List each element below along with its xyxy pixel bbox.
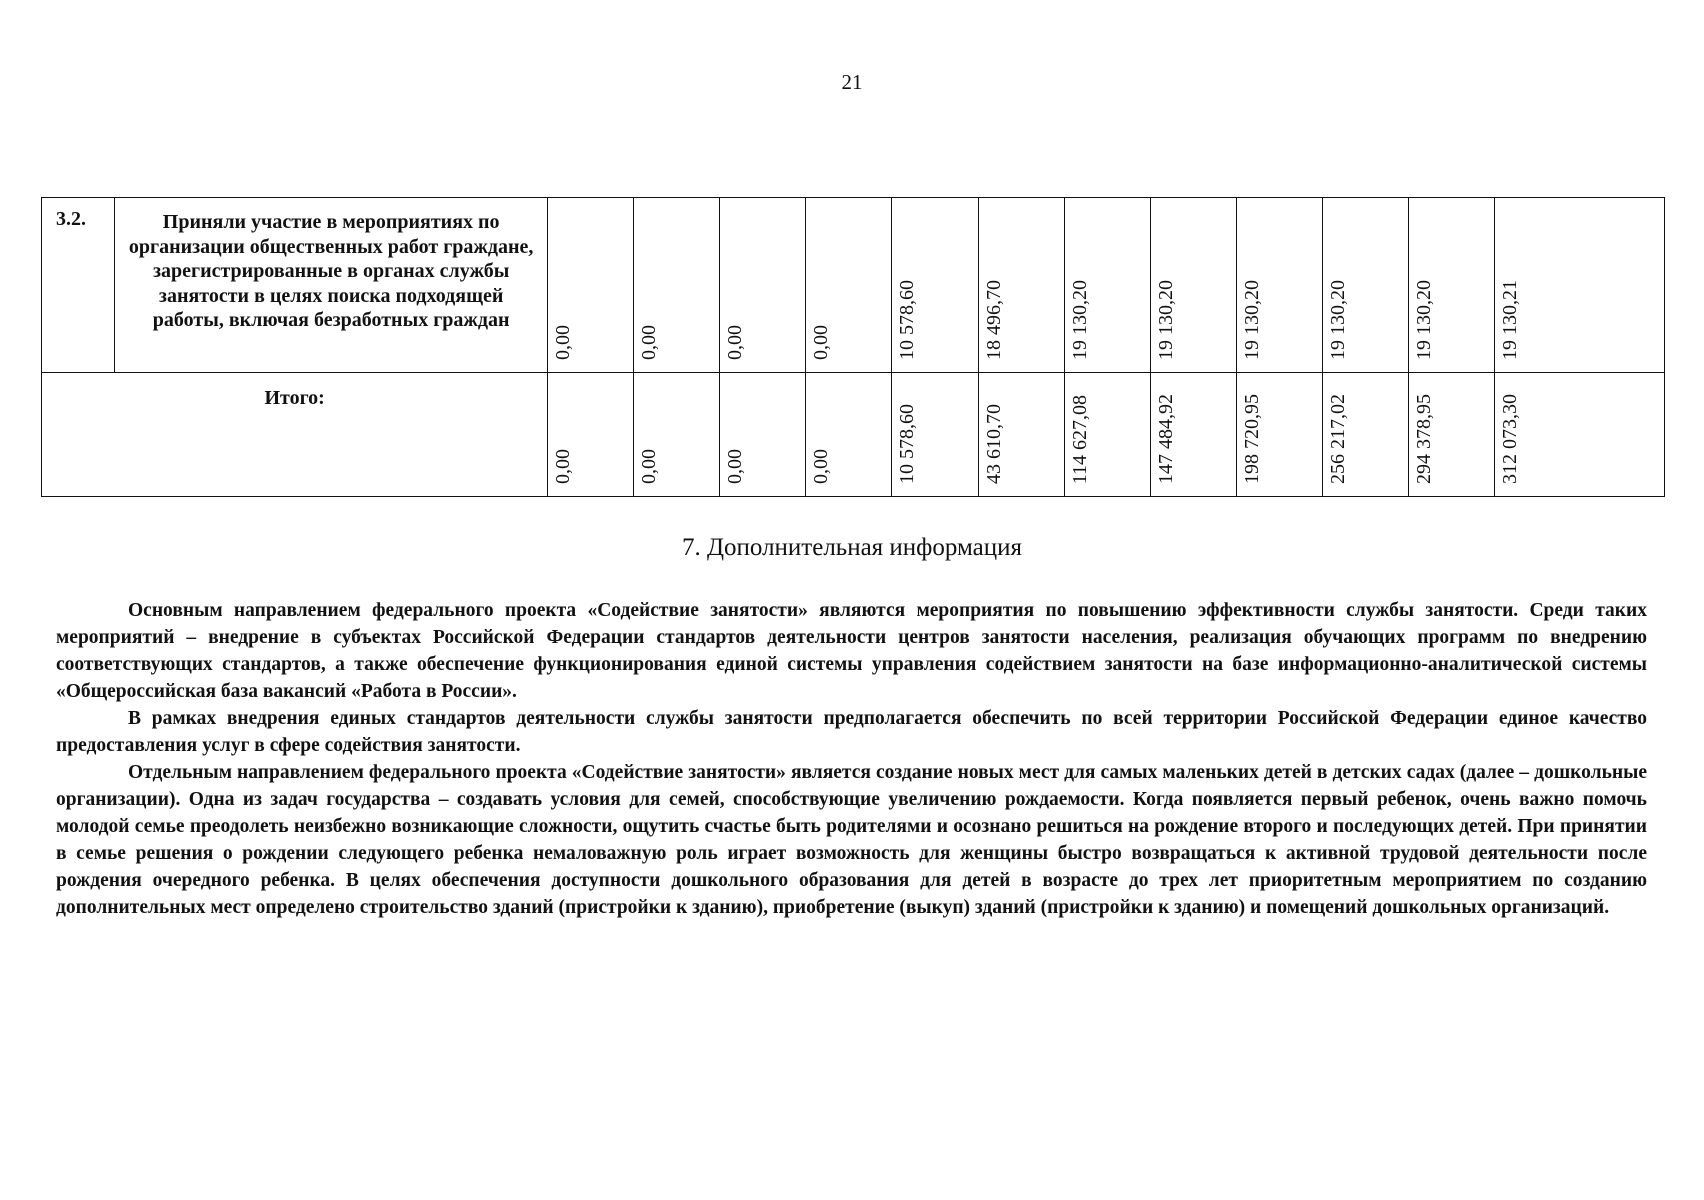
value-text: 19 130,20 — [1068, 280, 1091, 360]
total-value-cell — [548, 373, 634, 497]
page-number: 21 — [841, 70, 863, 94]
value-cell — [892, 198, 978, 373]
value-text: 0,00 — [552, 325, 575, 360]
total-value-text: 10 578,60 — [896, 404, 919, 484]
value-cell — [548, 198, 634, 373]
paragraph: Отдельным направлением федерального проекта «Содействие занятости» является создание новых мест для самых маленьких детей в детских садах (далее – дошкольные организации). Одна из задач государства – создавать условия для семей, способствующие увеличению рождаемости. Когда появляется первый ребенок, очень важно помочь молодой семье преодолеть неизбежно возникающие сложности, ощутить счастье быть родителями и осознано решиться на рождение второго и последующих детей. При принятии в семье решения о рождении следующего ребенка немаловажную роль играет возможность для женщины быстро возвращаться к активной трудовой деятельности после рождения очередного ребенка. В целях обеспечения доступности дошкольного образования для детей в возрасте до трех лет приоритетным мероприятием по созданию дополнительных мест определено строительство зданий (пристройки к зданию), приобретение (выкуп) зданий (пристройки к зданию) и помещений дошкольных организаций. — [56, 762, 1647, 918]
value-text: 0,00 — [810, 325, 833, 360]
value-text: 19 130,21 — [1498, 280, 1521, 360]
total-value-text: 0,00 — [638, 449, 661, 484]
value-cell — [720, 198, 806, 373]
value-cell — [1408, 198, 1494, 373]
value-cell — [1322, 198, 1408, 373]
value-cell — [634, 198, 720, 373]
total-value-cell — [1150, 373, 1236, 497]
value-text: 19 130,20 — [1326, 280, 1349, 360]
value-text: 19 130,20 — [1154, 280, 1177, 360]
total-value-cell — [1408, 373, 1494, 497]
total-label: Итого: — [42, 373, 548, 497]
total-value-cell — [1494, 373, 1664, 497]
table-row — [42, 198, 1665, 373]
section-heading: 7. Дополнительная информация — [681, 534, 1023, 561]
total-value-cell — [806, 373, 892, 497]
row-description: Приняли участие в мероприятиях по организации общественных работ граждане, зарегистрированные в органах службы занятости в целях поиска подходящей работы, включая безработных граждан — [115, 198, 548, 373]
total-value-text: 198 720,95 — [1240, 394, 1263, 484]
total-value-cell — [1236, 373, 1322, 497]
value-text: 18 496,70 — [982, 280, 1005, 360]
total-value-text: 43 610,70 — [982, 404, 1005, 484]
financing-table — [41, 197, 1665, 497]
total-value-text: 0,00 — [552, 449, 575, 484]
total-value-text: 256 217,02 — [1326, 394, 1349, 484]
row-number: 3.2. — [42, 198, 115, 373]
total-value-cell — [720, 373, 806, 497]
value-cell — [1064, 198, 1150, 373]
paragraph: В рамках внедрения единых стандартов деятельности службы занятости предполагается обеспечить по всей территории Российской Федерации единое качество предоставления услуг в сфере содействия занятости. — [56, 708, 1647, 756]
total-value-text: 0,00 — [724, 449, 747, 484]
total-value-text: 147 484,92 — [1154, 394, 1177, 484]
total-value-text: 114 627,08 — [1068, 394, 1091, 484]
value-text: 19 130,20 — [1412, 280, 1435, 360]
paragraph: Основным направлением федерального проекта «Содействие занятости» являются мероприятия по повышению эффективности службы занятости. Среди таких мероприятий – внедрение в субъектах Российской Федерации стандартов деятельности центров занятости населения, реализация обучающих программ по внедрению соответствующих стандартов, а также обеспечение функционирования единой системы управления содействием занятости на базе информационно-аналитической системы «Общероссийская база вакансий «Работа в России». — [56, 600, 1647, 702]
total-row — [42, 373, 1665, 497]
value-cell — [1494, 198, 1664, 373]
value-cell — [978, 198, 1064, 373]
total-value-cell — [892, 373, 978, 497]
value-cell — [806, 198, 892, 373]
value-text: 0,00 — [638, 325, 661, 360]
total-value-text: 312 073,30 — [1498, 394, 1521, 484]
total-value-cell — [978, 373, 1064, 497]
total-value-cell — [634, 373, 720, 497]
total-value-cell — [1322, 373, 1408, 497]
value-text: 0,00 — [724, 325, 747, 360]
total-value-text: 0,00 — [810, 449, 833, 484]
value-text: 19 130,20 — [1240, 280, 1263, 360]
section-body — [56, 597, 1647, 921]
total-value-cell — [1064, 373, 1150, 497]
total-value-text: 294 378,95 — [1412, 394, 1435, 484]
value-text: 10 578,60 — [896, 280, 919, 360]
value-cell — [1236, 198, 1322, 373]
value-cell — [1150, 198, 1236, 373]
